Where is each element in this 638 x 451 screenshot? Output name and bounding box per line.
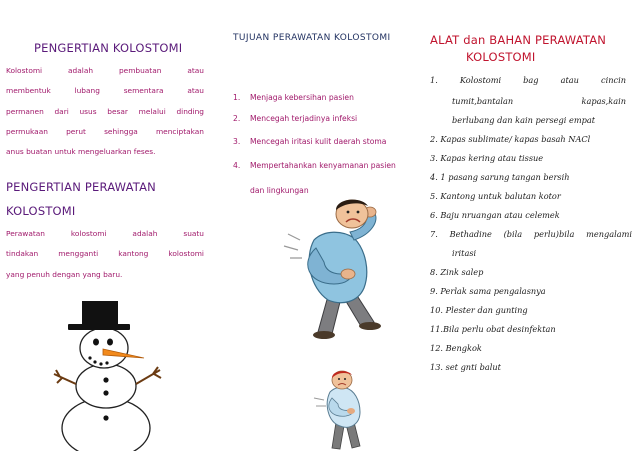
tool-item: 1. Kolostomi bag atau cincin xyxy=(430,75,626,85)
tool-item: 10. Plester dan gunting xyxy=(430,305,528,315)
sick-man-illustration xyxy=(270,200,420,340)
objective-item: 1. Menjaga kebersihan pasien xyxy=(233,93,354,102)
objective-item: 2. Mencegah terjadinya infeksi xyxy=(233,114,358,123)
title-pengertian-kolostomi: PENGERTIAN KOLOSTOMI xyxy=(34,41,183,55)
tool-item: 3. Kapas kering atau tissue xyxy=(430,153,544,163)
definition-line: Kolostomi adalah pembuatan atau xyxy=(6,66,204,75)
definition-line: permukaan perut sehingga menciptakan xyxy=(6,126,204,136)
objective-item-continuation: dan lingkungan xyxy=(250,186,309,195)
title-kolostomi: KOLOSTOMI xyxy=(6,204,76,218)
snowman-illustration xyxy=(54,300,164,451)
tool-item: 9. Perlak sama pengalasnya xyxy=(430,286,546,296)
left-panel xyxy=(0,0,210,451)
tool-item-cont: berlubang dan kain persegi empat xyxy=(452,115,595,125)
care-definition-line: Perawatan kolostomi adalah suatu xyxy=(6,229,204,238)
definition-line: permanen dari usus besar melalui dinding xyxy=(6,106,204,116)
definition-line: membentuk lubang sementara atau xyxy=(6,86,204,96)
care-definition-line: yang penuh dengan yang baru. xyxy=(6,269,123,279)
tool-item: 13. set gnti balut xyxy=(430,362,501,372)
definition-line: anus buatan untuk mengeluarkan feses. xyxy=(6,147,156,157)
tool-item-cont: iritasi xyxy=(452,248,477,258)
tool-item: 6. Baju nruangan atau celemek xyxy=(430,210,560,220)
small-sick-man-illustration xyxy=(312,370,376,451)
care-definition-paragraph xyxy=(6,224,204,285)
title-tujuan-perawatan: TUJUAN PERAWATAN KOLOSTOMI xyxy=(233,33,391,43)
title-alat-bahan: ALAT dan BAHAN PERAWATAN xyxy=(430,33,607,47)
tool-item: 12. Bengkok xyxy=(430,343,482,353)
tool-item: 7. Bethadine (bila perlu)bila mengalami xyxy=(430,229,632,239)
tool-item: 8. Zink salep xyxy=(430,267,484,277)
objective-item: 3. Mencegah iritasi kulit daerah stoma xyxy=(233,137,387,146)
definition-paragraph xyxy=(6,61,204,162)
right-panel xyxy=(426,0,638,451)
tool-item: 2. Kapas sublimate/ kapas basah NACl xyxy=(430,134,591,144)
care-definition-line: tindakan mengganti kantong kolostomi xyxy=(6,249,204,259)
objective-item: 4. Mempertahankan kenyamanan pasien xyxy=(233,161,396,170)
tool-item: 4. 1 pasang sarung tangan bersih xyxy=(430,172,570,182)
tool-item: 11.Bila perlu obat desinfektan xyxy=(430,324,556,334)
title-pengertian-perawatan: PENGERTIAN PERAWATAN xyxy=(6,180,156,194)
tool-item: 5. Kantong untuk balutan kotor xyxy=(430,191,561,201)
middle-panel xyxy=(226,0,418,451)
title-kolostomi-right: KOLOSTOMI xyxy=(466,50,536,64)
tool-item-cont: tumit,bantalan kapas,kain xyxy=(452,96,626,106)
